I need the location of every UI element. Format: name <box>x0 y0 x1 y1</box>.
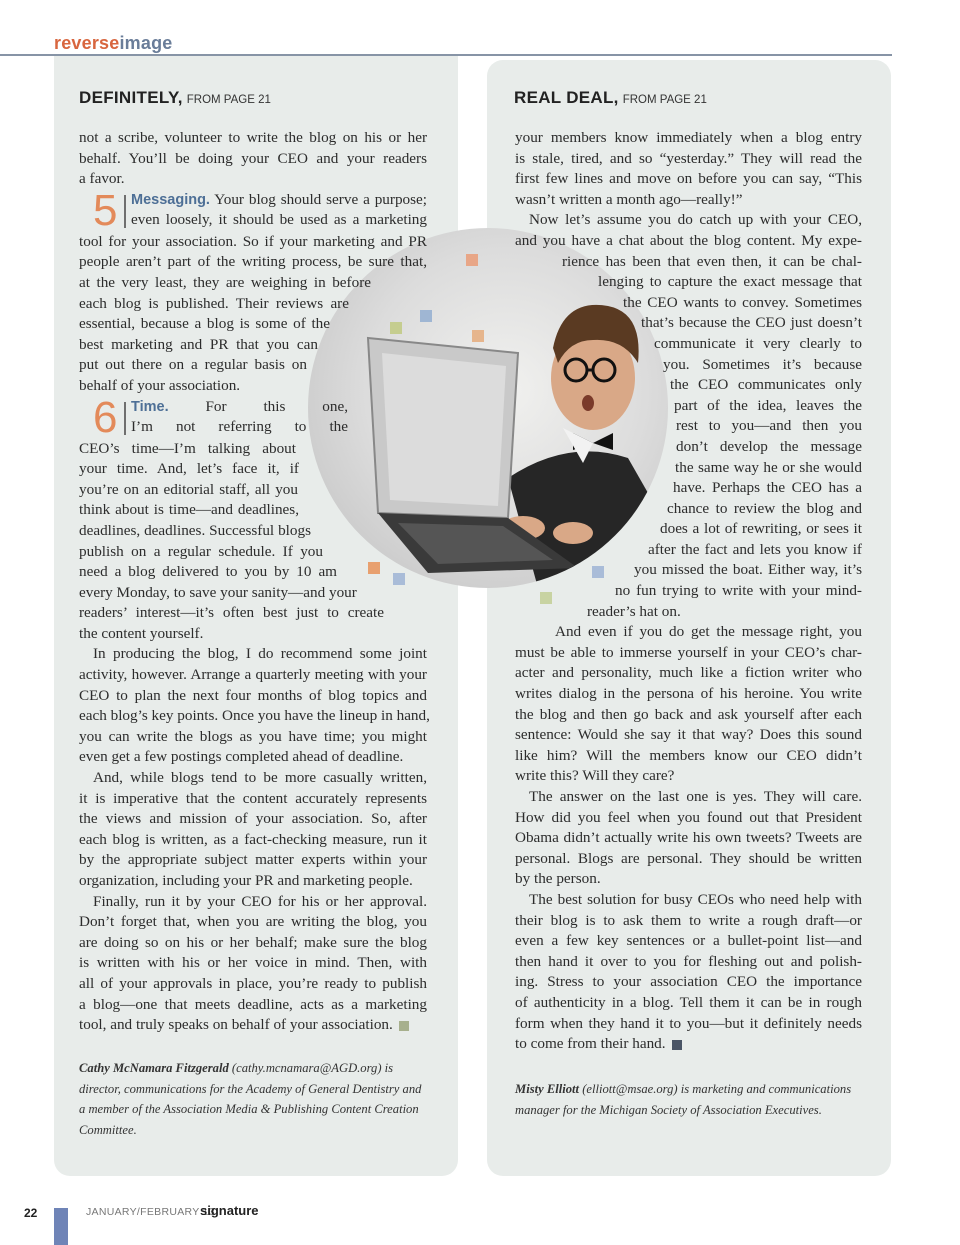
text-line: the CEO communicates only <box>670 376 862 394</box>
text-line: wasn’t written a month ago—really!” <box>515 190 743 208</box>
text-line: deadlines, deadlines. Successful blogs <box>79 521 311 539</box>
bio-text: (cathy.mcnamara@AGD.org) is <box>231 1061 394 1075</box>
text-line: by the appropriate subject matter experts within your <box>79 851 427 869</box>
left-column-body <box>79 128 430 1036</box>
text-line-content: to come from their hand. <box>515 1035 666 1053</box>
text-line: then hand it over to you for fleshing out and polish- <box>515 952 862 970</box>
right-author-bio <box>515 1079 865 1120</box>
text-line: ing. Stress to your association CEO the importance <box>515 973 862 991</box>
paragraph <box>515 622 862 787</box>
text-line: And even if you do get the message right, you <box>555 623 862 641</box>
bio-line: director, communications for the Academy of General Dentistry and <box>79 1081 422 1096</box>
left-heading-title: DEFINITELY, <box>79 88 183 107</box>
text-line: readers’ interest—it’s often best just to create <box>79 604 384 622</box>
text-line: the same way he or she would <box>675 458 862 476</box>
left-column-heading <box>79 88 271 108</box>
left-author-bio <box>79 1058 429 1140</box>
right-column-heading <box>514 88 707 108</box>
text-line: activity, however. Arrange a quarterly meeting with your <box>79 666 427 684</box>
text-line: CEO’s time—I’m talking about <box>79 439 296 457</box>
text-line: lenging to capture the exact message that <box>598 273 862 291</box>
text-line: reader’s hat on. <box>587 602 681 620</box>
paragraph <box>515 890 862 1055</box>
text-line: first few lines and move on before you can say, “This <box>515 170 862 188</box>
text-line: and you have a chat about the blog content. My expe- <box>515 231 862 249</box>
bio-line <box>79 1058 429 1079</box>
paragraph <box>79 768 427 892</box>
text-line <box>515 1034 862 1055</box>
text-line: all of your approvals in place, you’re ready to publish <box>79 974 427 992</box>
text-line: of authenticity in a blog. Tell them it can be in rough <box>515 993 862 1011</box>
item-keyword: Messaging. <box>131 191 210 208</box>
list-item-5 <box>79 185 427 397</box>
text-line: Obama didn’t actually write his own tweets? Tweets are <box>515 829 862 847</box>
text-line: is stale, tired, and so “yesterday.” They will read the <box>515 149 862 167</box>
bio-line: Committee. <box>79 1122 137 1137</box>
text-line: you’re on an editorial staff, all you <box>79 480 298 498</box>
text-line: not a scribe, volunteer to write the blog on his or her <box>79 129 427 146</box>
bio-text: (elliott@msae.org) is marketing and communications <box>582 1082 852 1096</box>
text-line: you missed the boat. Either way, it’s <box>634 561 862 579</box>
text-line: is written with his or her voice in mind. Then, with <box>79 954 427 972</box>
text-line: need a blog delivered to you by 10 am <box>79 563 337 581</box>
text-line: the CEO wants to convey. Sometimes <box>623 293 862 311</box>
paragraph <box>515 787 862 890</box>
right-heading-title: REAL DEAL, <box>514 88 619 107</box>
magazine-name: signature <box>200 1203 259 1218</box>
text-line-content: tool, and truly speaks on behalf of your association. <box>79 1016 393 1034</box>
text-line: acter and personality, much like a fiction writer who <box>515 664 862 682</box>
text-line: every Monday, to save your sanity—and your <box>79 583 357 601</box>
decor-square <box>466 254 478 266</box>
text-line: like him? Will the members know our CEO didn’t <box>515 746 862 764</box>
right-heading-sub: FROM PAGE 21 <box>622 94 707 106</box>
item-number-block <box>79 185 131 235</box>
text-line: chance to review the blog and <box>667 499 862 517</box>
text-line: tool for your association. So if your marketing and PR <box>79 232 427 250</box>
text-line <box>79 190 427 211</box>
bio-name: Misty Elliott <box>515 1082 580 1096</box>
text-line: your members know immediately when a blog entry <box>515 129 862 146</box>
text-line: it is imperative that the content accurately represents <box>79 789 427 807</box>
text-line: In producing the blog, I do recommend some joint <box>93 645 427 663</box>
text-line: part of the idea, leaves the <box>674 396 862 414</box>
text-line: a blog—one that meets deadline, acts as a marketing <box>79 995 427 1013</box>
text-line: rience has been that even then, it can be chal- <box>562 252 862 270</box>
text-line: I’m not referring to the <box>131 418 348 436</box>
text-line: essential, because a blog is some of the <box>79 315 330 333</box>
number-divider <box>124 195 126 228</box>
number-divider <box>124 402 126 435</box>
text-line: behalf. You’ll be doing your CEO and your readers <box>79 149 427 167</box>
text-line: How did you feel when you found out that President <box>515 808 862 826</box>
left-heading-sub: FROM PAGE 21 <box>186 94 271 106</box>
text-line: The best solution for busy CEOs who need help with <box>529 890 862 908</box>
item-text: Your blog should serve a purpose; <box>214 190 427 208</box>
footer-bar <box>54 1208 68 1245</box>
text-line: by the person. <box>515 870 601 888</box>
text-line: each blog is written, as a fact-checking measure, run it <box>79 830 427 848</box>
text-line: The answer on the last one is yes. They will care. <box>529 788 862 805</box>
text-line: best marketing and PR that you can <box>79 335 318 353</box>
brand-part-1: reverse <box>54 33 120 53</box>
end-mark <box>672 1040 682 1050</box>
paragraph <box>515 128 862 210</box>
paragraph <box>79 892 427 1036</box>
bio-line: manager for the Michigan Society of Association Executives. <box>515 1102 822 1117</box>
text-line: that’s because the CEO just doesn’t <box>641 314 862 332</box>
text-line: behalf of your association. <box>79 376 241 394</box>
text-line: no fun trying to write with your mind- <box>615 582 862 600</box>
text-line: a favor. <box>79 170 125 188</box>
paragraph <box>515 210 862 622</box>
text-line: sentence: Would she say it that way? Does this sound <box>515 726 862 744</box>
text-line: does a lot of rewriting, or sees it <box>660 520 862 538</box>
item-text: For this one, <box>205 397 348 415</box>
item-number-block <box>79 392 131 442</box>
right-column-body <box>515 128 862 1055</box>
text-line: the views and mission of your association. So, after <box>79 810 427 828</box>
list-item-6 <box>79 392 427 645</box>
text-line: CEO to plan the next four months of blog topics and <box>79 686 427 704</box>
text-line: you. Sometimes it’s because <box>663 355 862 373</box>
text-line: even a few key sentences or a bullet-point list—and <box>515 932 862 950</box>
end-mark <box>399 1021 409 1031</box>
text-line: publish on a regular schedule. If you <box>79 542 323 560</box>
item-keyword: Time. <box>131 398 169 415</box>
text-line: organization, including your PR and marketing people. <box>79 872 413 889</box>
paragraph <box>79 644 430 768</box>
text-line: even loosely, it should be used as a marketing <box>131 211 427 229</box>
text-line: must be able to immerse yourself in your CEO’s char- <box>515 643 862 661</box>
text-line: And, while blogs tend to be more casually written, <box>93 769 427 787</box>
text-line: Now let’s assume you do catch up with your CEO, <box>529 211 862 229</box>
text-line <box>131 397 348 418</box>
item-number: 6 <box>93 392 118 442</box>
page-number: 22 <box>24 1206 38 1220</box>
bio-line: a member of the Association Media & Publishing Content Creation <box>79 1102 419 1117</box>
bio-line <box>515 1079 865 1100</box>
text-line: people aren’t part of the writing process, be sure that, <box>79 253 427 271</box>
text-line: rest to you—and then you <box>676 417 862 435</box>
brand-part-2: image <box>119 33 173 53</box>
text-line: you can write the blogs as you have time; you might <box>79 727 427 745</box>
text-line: form when they hand it to you—but it definitely needs <box>515 1014 862 1032</box>
text-line: writes dialog in the persona of his heroine. You write <box>515 685 862 703</box>
text-line: put out there on a regular basis on <box>79 356 307 374</box>
bio-name: Cathy McNamara Fitzgerald <box>79 1061 229 1075</box>
text-line: the content yourself. <box>79 624 204 642</box>
text-line: are doing so on his or her behalf; make sure the blog <box>79 933 427 951</box>
text-line: think about is time—and deadlines, <box>79 501 299 519</box>
text-line: Finally, run it by your CEO for his or her approval. <box>93 892 427 910</box>
item-number: 5 <box>93 185 118 235</box>
text-line: after the fact and lets you know if <box>648 540 862 558</box>
issue-date: JANUARY/FEBRUARY 13 <box>86 1206 215 1218</box>
text-line: each blog is published. Their reviews are <box>79 294 349 312</box>
text-line: write this? Will they care? <box>515 767 675 785</box>
text-line: Don’t forget that, when you are writing the blog, you <box>79 913 427 931</box>
text-line: don’t develop the message <box>676 437 862 455</box>
text-line: communicate it very clearly to <box>654 334 862 352</box>
text-line: even get a few postings completed ahead of deadline. <box>79 748 404 766</box>
brand-logo <box>54 33 173 54</box>
text-line: their blog is to ask them to write a rough draft—or <box>515 911 862 929</box>
text-line: each blog’s key points. Once you have the lineup in hand, <box>79 707 430 725</box>
text-line: your time. And, let’s face it, if <box>79 460 299 478</box>
text-line: have. Perhaps the CEO has a <box>673 479 862 497</box>
text-line: at the very least, they are weighing in before <box>79 273 371 291</box>
decor-square <box>472 330 484 342</box>
text-line <box>79 1015 427 1036</box>
text-line: personal. Blogs are personal. They should be written <box>515 849 862 867</box>
text-line: the blog and then go back and ask yourself after each <box>515 705 862 723</box>
